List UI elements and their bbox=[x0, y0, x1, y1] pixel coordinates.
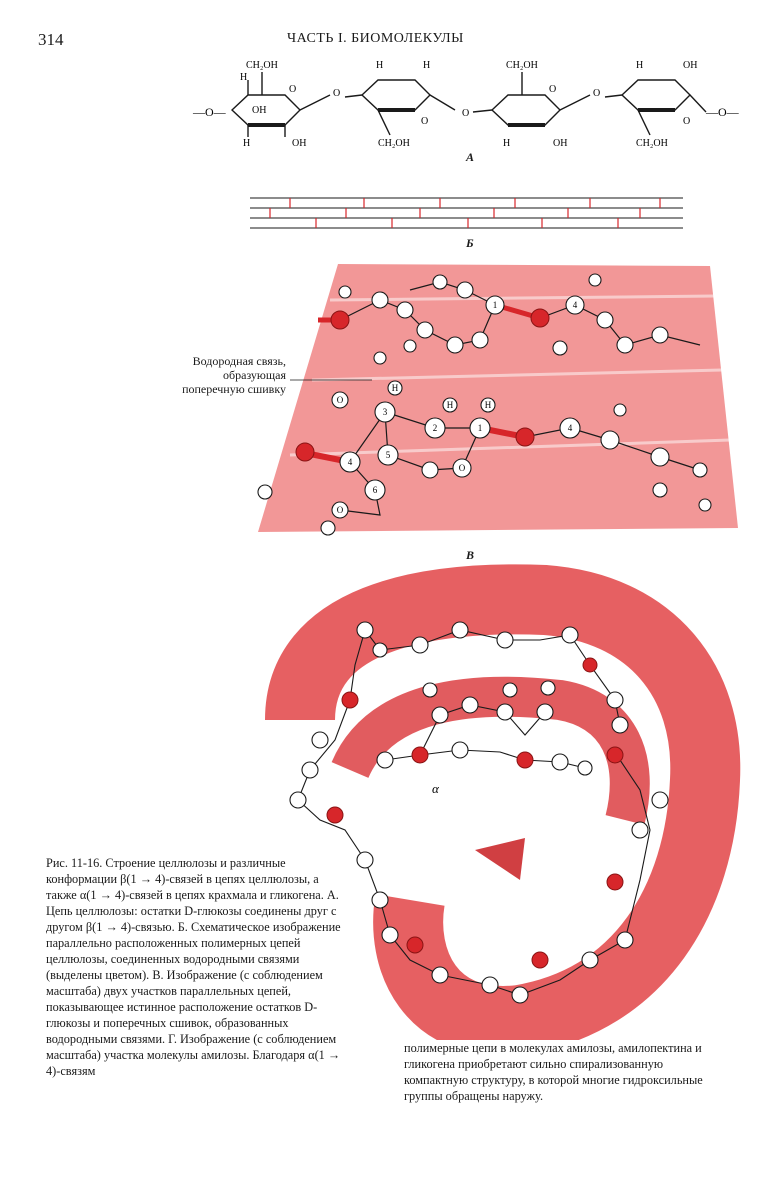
svg-text:H: H bbox=[484, 400, 492, 410]
ring-oxygen: O bbox=[683, 116, 691, 127]
substituent-label: OH bbox=[292, 138, 307, 149]
right-terminal-o: —O— bbox=[706, 105, 739, 119]
substituent-label: H bbox=[423, 60, 431, 71]
svg-text:O: O bbox=[458, 463, 466, 473]
svg-text:4: 4 bbox=[347, 457, 353, 467]
page-number: 314 bbox=[38, 30, 64, 49]
ring-oxygen: O bbox=[421, 116, 429, 127]
substituent-label: CH₂OH bbox=[636, 138, 668, 149]
figure-caption-left: Рис. 11-16. Строение целлюлозы и различные конформации β(1 → 4)-связей в цепях целлюлозы, а также α(1 → 4)-связей в цепях крахмала и гликогена. А. Цепь целлюлозы: остатки D-глюкозы соединены друг с другом β(1 → 4)-связью. Б. Схематическое изображение параллельно расположенных полимерных цепей целлюлозы, соединенных водородными связями (выделены цветом). В. Изображение (с соблюдением масштаба) двух участков параллельных цепей, показывающее истинное расположение остатков D-глюкозы и поперечных сшивок, образованных водородными связями. Г. Изображение (с соблюдением масштаба) участка молекулы амилозы. Благодаря α(1 → 4)-связям bbox=[46, 856, 341, 1078]
svg-text:H: H bbox=[446, 400, 454, 410]
svg-text:O: O bbox=[336, 505, 344, 515]
substituent-label: H bbox=[240, 72, 248, 83]
substituent-label: CH₂OH bbox=[378, 138, 410, 149]
svg-text:5: 5 bbox=[385, 450, 391, 460]
substituent-label: OH bbox=[252, 105, 267, 116]
running-header: ЧАСТЬ I. БИОМОЛЕКУЛЫ bbox=[287, 31, 464, 46]
panel-v-label: В bbox=[466, 548, 475, 562]
svg-text:4: 4 bbox=[567, 423, 573, 433]
svg-text:4: 4 bbox=[572, 300, 578, 310]
linkage-oxygen: O bbox=[593, 88, 601, 99]
ring-oxygen: O bbox=[289, 84, 297, 95]
figure-caption-right: полимерные цепи в молекулах амилозы, амилопектина и гликогена приобретают сильно спирализованную компактную структуру, в которой многие гидроксильные группы обращены наружу. bbox=[404, 1041, 703, 1103]
substituent-label: H bbox=[503, 138, 511, 149]
svg-text:3: 3 bbox=[382, 407, 388, 417]
substituent-label: H bbox=[636, 60, 644, 71]
substituent-label: H bbox=[376, 60, 384, 71]
svg-text:O: O bbox=[336, 395, 344, 405]
svg-text:1: 1 bbox=[492, 300, 498, 310]
linkage-oxygen: O bbox=[333, 88, 341, 99]
substituent-label: OH bbox=[553, 138, 568, 149]
svg-text:2: 2 bbox=[432, 423, 438, 433]
linkage-oxygen: O bbox=[462, 108, 470, 119]
panel-b-label: Б bbox=[466, 236, 474, 250]
substituent-label: OH bbox=[683, 60, 698, 71]
left-terminal-o: —O— bbox=[193, 105, 226, 119]
alpha-linkage-label: α bbox=[432, 781, 439, 796]
ring-oxygen: O bbox=[549, 84, 557, 95]
substituent-label: CH₂OH bbox=[246, 60, 278, 71]
svg-text:1: 1 bbox=[477, 423, 483, 433]
panel-a-label: A bbox=[466, 150, 475, 164]
substituent-label: H bbox=[243, 138, 251, 149]
hydrogen-bond-callout: Водородная связь, образующая поперечную сшивку bbox=[182, 354, 286, 396]
svg-text:6: 6 bbox=[372, 485, 378, 495]
substituent-label: CH₂OH bbox=[506, 60, 538, 71]
svg-text:H: H bbox=[391, 383, 399, 393]
